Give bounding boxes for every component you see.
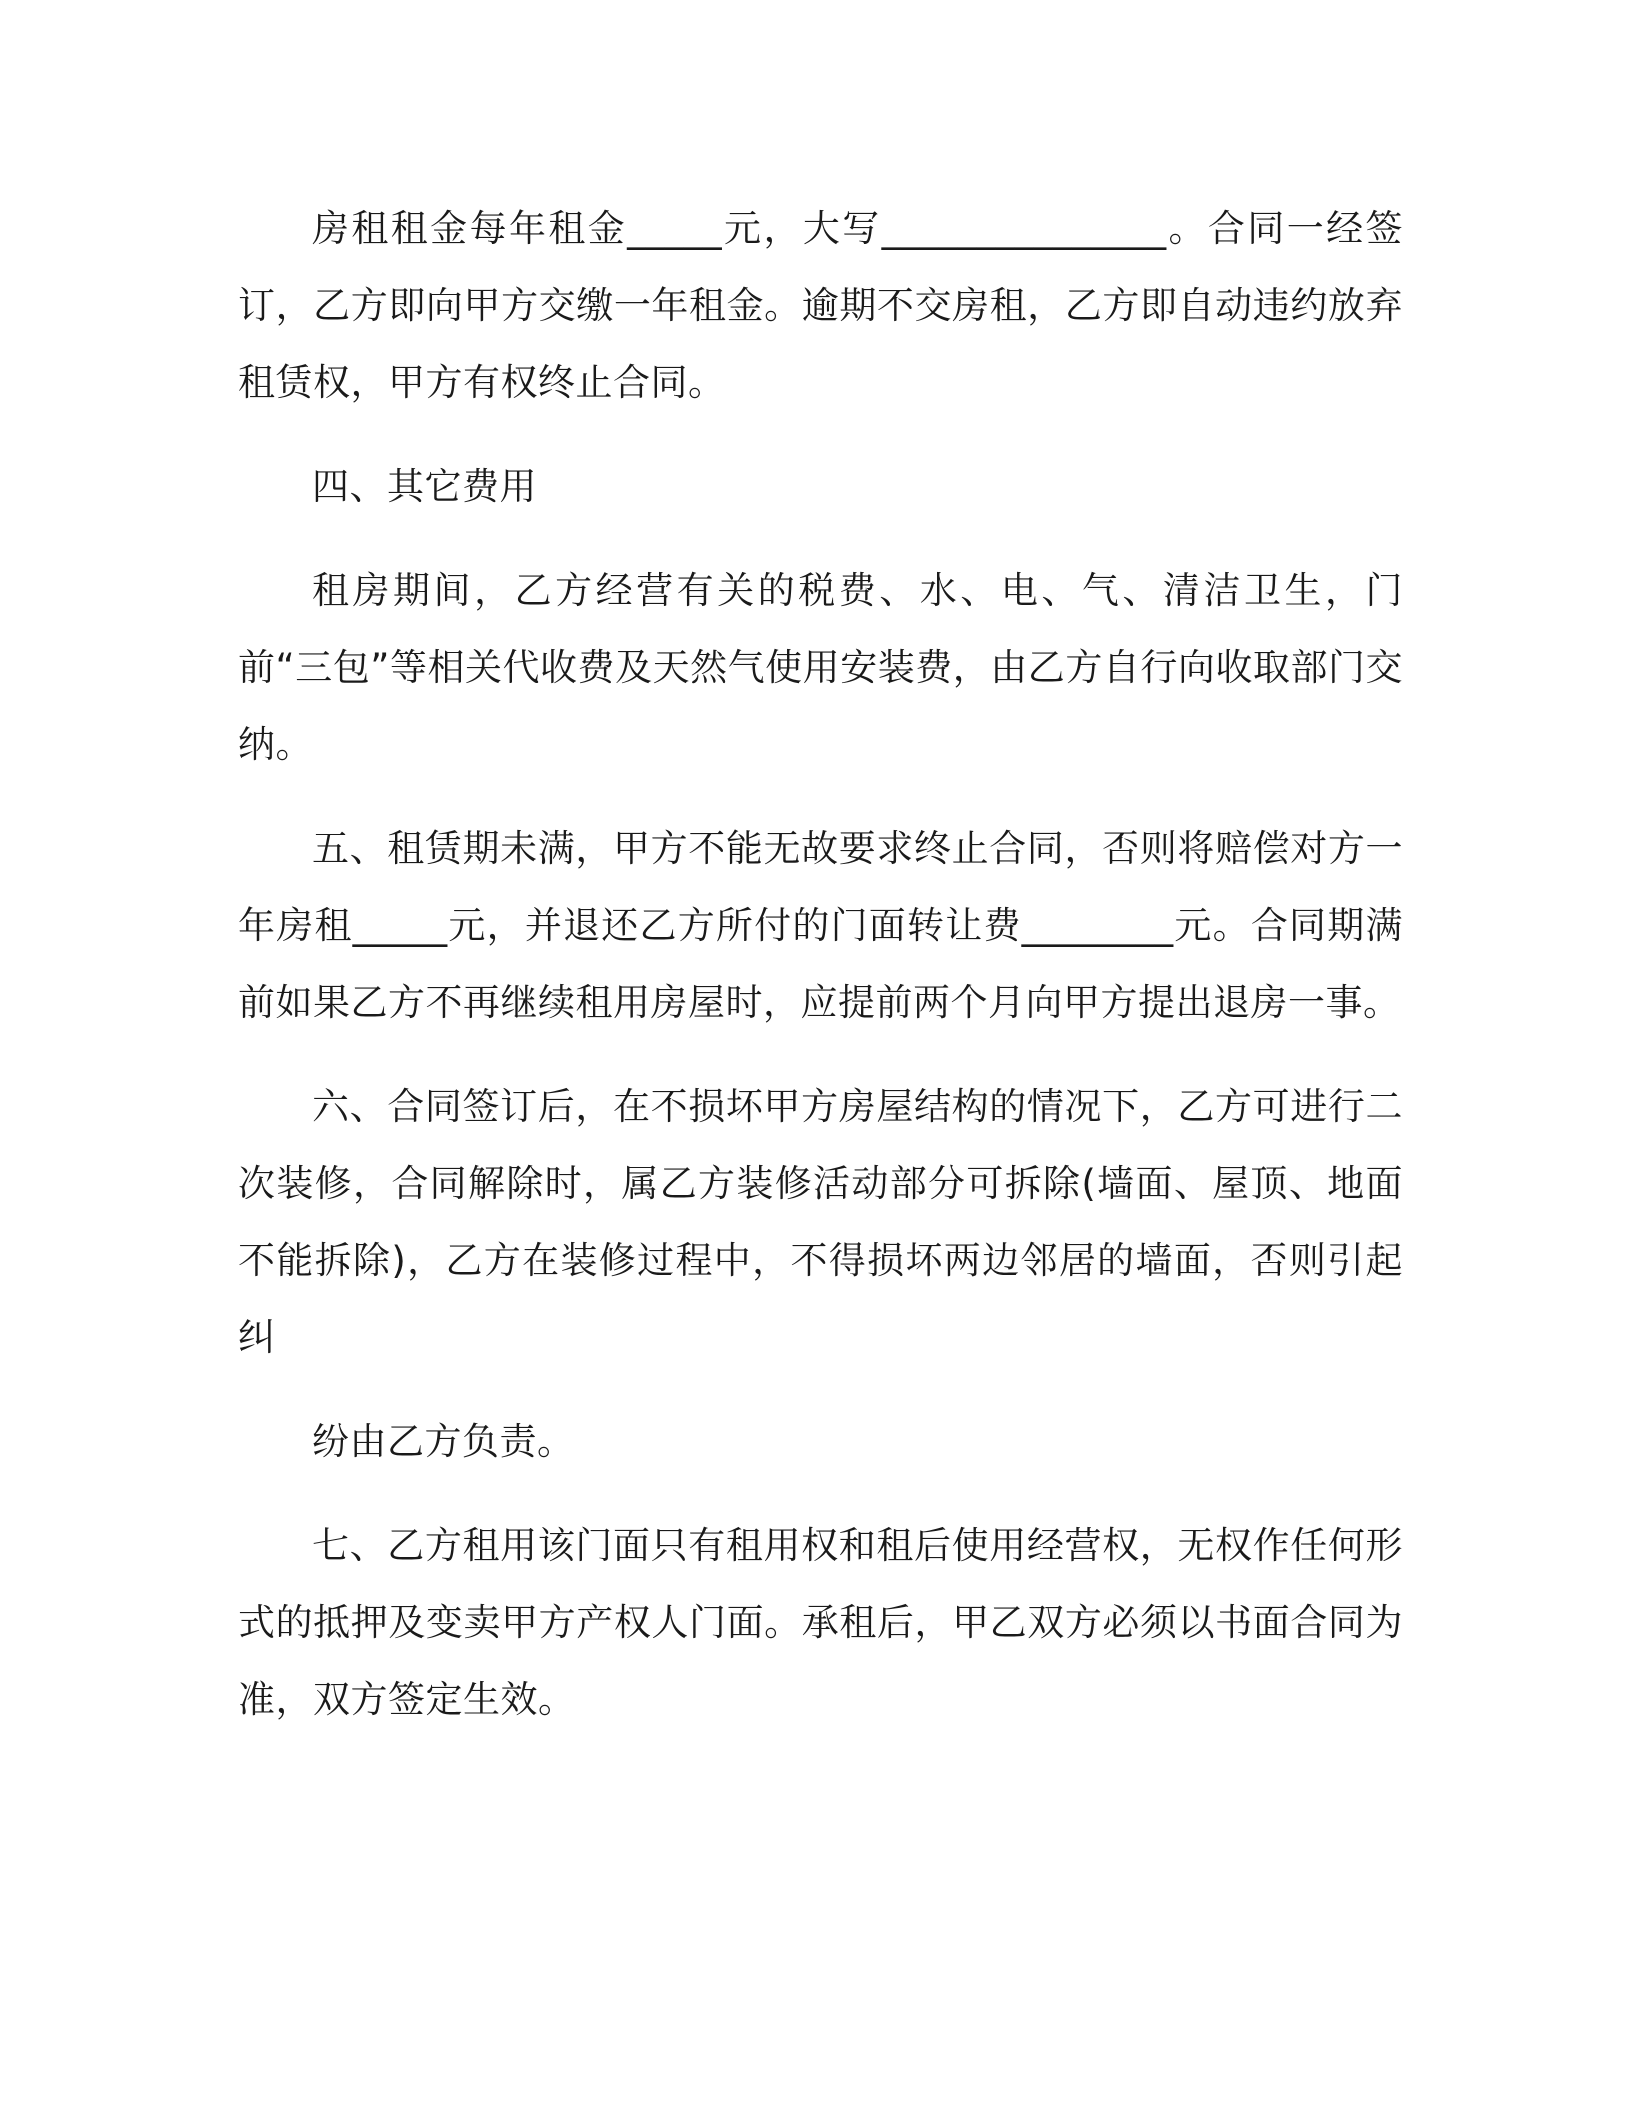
contract-body bbox=[238, 190, 1403, 1738]
paragraph-gap bbox=[238, 421, 1403, 448]
paragraph-rent-payment: 房租租金每年租金_____元，大写_______________。合同一经签订，乙方即向甲方交缴一年租金。逾期不交房租，乙方即自动违约放弃租赁权，甲方有权终止合同。 bbox=[238, 207, 1403, 404]
paragraph-gap bbox=[238, 1041, 1403, 1068]
paragraph-gap bbox=[238, 1376, 1403, 1403]
paragraph-other-fees: 租房期间，乙方经营有关的税费、水、电、气、清洁卫生，门前“三包”等相关代收费及天然气使用安装费，由乙方自行向收取部门交纳。 bbox=[238, 569, 1403, 766]
paragraph-gap bbox=[238, 783, 1403, 810]
paragraph-gap bbox=[238, 1480, 1403, 1507]
paragraph-gap bbox=[238, 525, 1403, 552]
paragraph-usage-rights: 七、乙方租用该门面只有租用权和租后使用经营权，无权作任何形式的抵押及变卖甲方产权人门面。承租后，甲乙双方必须以书面合同为准，双方签定生效。 bbox=[238, 1524, 1403, 1721]
paragraph-renovation: 六、合同签订后，在不损坏甲方房屋结构的情况下，乙方可进行二次装修，合同解除时，属乙方装修活动部分可拆除(墙面、屋顶、地面不能拆除)，乙方在装修过程中，不得损坏两边邻居的墙面，否则引起纠 bbox=[238, 1085, 1403, 1359]
section-heading-other-fees: 四、其它费用 bbox=[312, 465, 537, 508]
paragraph-renovation-continued: 纷由乙方负责。 bbox=[312, 1420, 575, 1463]
paragraph-early-termination: 五、租赁期未满，甲方不能无故要求终止合同，否则将赔偿对方一年房租_____元，并退还乙方所付的门面转让费________元。合同期满前如果乙方不再继续租用房屋时，应提前两个月向甲方提出退房一事。 bbox=[238, 827, 1403, 1024]
